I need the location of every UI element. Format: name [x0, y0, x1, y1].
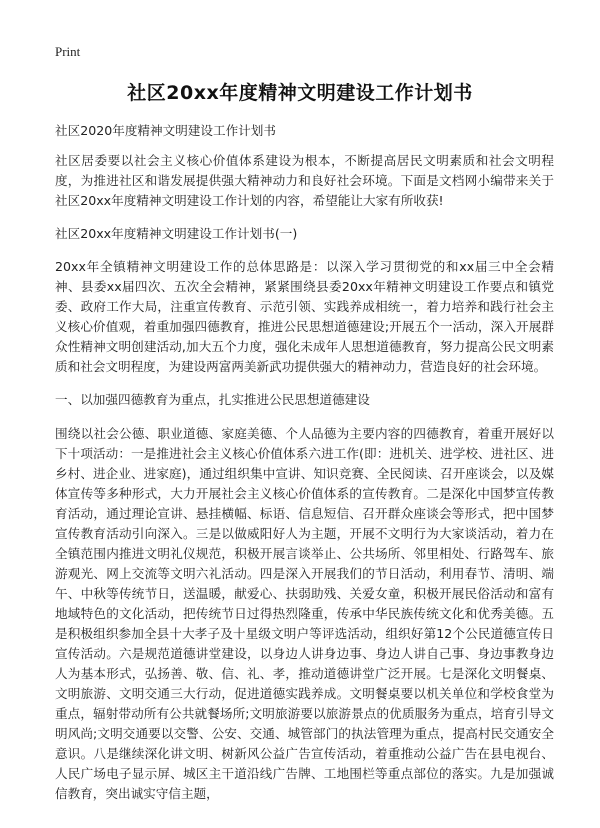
point-one-heading: 一、以加强四德教育为重点，扎实推进公民思想道德建设	[55, 392, 370, 407]
intro-paragraph: 社区居委要以社会主义核心价值体系建设为根本，不断提高居民文明素质和社会文明程度，为推进社区和谐发展提供强大精神动力和良好社会环境。下面是文档网小编带来关于社区20xx年度精神文明建设工作计划的内容，希望能让大家有所收获!	[55, 153, 554, 208]
point-one-body: 围绕以社会公德、职业道德、家庭美德、个人品德为主要内容的四德教育，着重开展好以下十项活动：一是推进社会主义核心价值体系六进工作(即：进机关、进学校、进社区、进乡村、进企业、进家庭)，通过组织集中宣讲、知识竞赛、全民阅读、召开座谈会，以及媒体宣传等多种形式，大力开展社会主义核心价值体系的宣传教育。二是深化中国梦宣传教育活动，通过理论宣讲、悬挂横幅、标语、信息短信、召开群众座谈会等形式，把中国梦宣传教育活动引向深入。三是以做威阳好人为主题，开展不文明行为大家谈活动，着力在全镇范围内推进文明礼仪规范，积极开展言谈举止、公共场所、邻里相处、行路驾车、旅游观光、网上交流等文明六礼活动。四是深入开展我们的节日活动，利用春节、清明、端午、中秋等传统节日，送温暖，献爱心、扶弱助残、关爱女童，积极开展民俗活动和富有地域特色的文化活动，把传统节日过得热烈隆重，传承中华民族传统文化和优秀美德。五是积极组织参加全县十大孝子及十星级文明户等评选活动，组织好第12个公民道德宣传日宣传活动。六是规范道德讲堂建设，以身边人讲身边事、身边人讲自己事、身边事教身边人为基本形式，弘扬善、敬、信、礼、孝，推动道德讲堂广泛开展。七是深化文明餐桌、文明旅游、文明交通三大行动，促进道德实践养成。文明餐桌要以机关单位和学校食堂为重点，辐射带动所有公共就餐场所;文明旅游要以旅游景点的优质服务为重点，培育引导文明风尚;文明交通要以交警、公安、交通、城管部门的执法管理为重点，提高村民交通安全意识。八是继续深化讲文明、树新风公益广告宣传活动，着重推动公益广告在县电视台、人民广场电子显示屏、城区主干道沿线广告牌、工地围栏等重点部位的落实。九是加强诚信教育，突出诚实守信主题，	[55, 426, 554, 801]
section-heading: 社区20xx年度精神文明建设工作计划书(一)	[55, 226, 298, 241]
print-link[interactable]: Print	[55, 44, 81, 59]
overview-paragraph: 20xx年全镇精神文明建设工作的总体思路是：以深入学习贯彻党的和xx届三中全会精神、县委xx届四次、五次全会精神，紧紧围绕县委20xx年精神文明建设工作要点和镇党委、政府工作大局，注重宣传教育、示范引领、实践养成相统一，着力培养和践行社会主义核心价值观，着重加强四德教育，推进公民思想道德建设;开展五个一活动，深入开展群众性精神文明创建活动,加大五个力度，强化未成年人思想道德教育，努力提高公民文明素质和社会文明程度，为建设两富两美新武功提供强大的精神动力，营造良好的社会环境。	[55, 259, 554, 374]
document-title: 社区20xx年度精神文明建设工作计划书	[127, 82, 473, 104]
document-body	[55, 121, 554, 804]
document-subtitle: 社区2020年度精神文明建设工作计划书	[55, 123, 276, 138]
